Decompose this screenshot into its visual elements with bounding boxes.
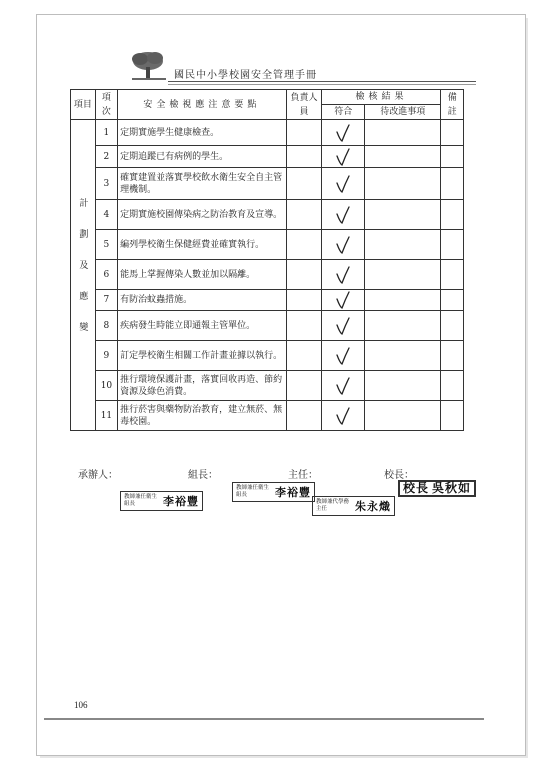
table-row	[71, 371, 464, 401]
row-number: 4	[95, 200, 117, 230]
row-note	[441, 341, 464, 371]
stamp-title: 教師兼任衛生組長	[236, 485, 270, 498]
row-note	[441, 290, 464, 311]
stamp-title: 校長	[403, 481, 430, 495]
check-mark-icon	[334, 290, 352, 310]
tree-logo-icon	[128, 48, 172, 82]
header-responsible: 負責人員	[286, 90, 322, 120]
check-mark-icon	[334, 205, 352, 225]
row-fix	[365, 168, 441, 200]
safety-checklist-table	[70, 89, 464, 431]
running-header	[128, 48, 478, 86]
row-responsible	[286, 401, 322, 431]
stamp-name: 李裕豐	[163, 494, 199, 508]
row-note	[441, 200, 464, 230]
row-ok	[322, 120, 365, 146]
row-number: 8	[95, 311, 117, 341]
header-result: 檢核結果	[322, 90, 441, 105]
row-fix	[365, 401, 441, 431]
row-note	[441, 371, 464, 401]
row-note	[441, 146, 464, 168]
header-fix: 待改進事項	[365, 105, 441, 120]
row-ok	[322, 168, 365, 200]
stamp-name: 吳秋如	[432, 481, 472, 495]
table-row	[71, 290, 464, 311]
row-number: 11	[95, 401, 117, 431]
header-rule	[168, 81, 476, 82]
row-ok	[322, 230, 365, 260]
stamp-title: 教師兼任衛生組長	[124, 494, 158, 507]
footer-rule	[44, 718, 484, 720]
row-number: 7	[95, 290, 117, 311]
row-fix	[365, 260, 441, 290]
header-rule-thin	[168, 84, 476, 85]
row-description: 推行環境保護計畫，落實回收再造、節約資源及綠色消費。	[118, 371, 286, 401]
table-row	[71, 401, 464, 431]
handler-label: 承辦人：	[78, 470, 118, 481]
group-leader-stamp	[232, 482, 315, 502]
check-mark-icon	[334, 406, 352, 426]
stamp-name: 李裕豐	[275, 485, 311, 499]
director-stamp	[312, 496, 395, 516]
row-number: 2	[95, 146, 117, 168]
table-row	[71, 311, 464, 341]
row-fix	[365, 146, 441, 168]
row-ok	[322, 311, 365, 341]
category-cell: 計劃及應變	[71, 120, 96, 431]
row-note	[441, 311, 464, 341]
row-number: 9	[95, 341, 117, 371]
row-number: 1	[95, 120, 117, 146]
row-note	[441, 230, 464, 260]
header-note: 備註	[441, 90, 464, 120]
stamp-name: 朱永熾	[355, 499, 391, 513]
header-no: 項次	[95, 90, 117, 120]
row-ok	[322, 260, 365, 290]
row-fix	[365, 341, 441, 371]
row-ok	[322, 290, 365, 311]
header-description: 安全檢視應注意要點	[118, 90, 286, 120]
row-fix	[365, 120, 441, 146]
row-description: 確實建置並落實學校飲水衛生安全自主管理機制。	[118, 168, 286, 200]
table-row	[71, 168, 464, 200]
row-responsible	[286, 311, 322, 341]
table-row	[71, 260, 464, 290]
table-row	[71, 341, 464, 371]
row-description: 能馬上掌握傳染人數並加以隔離。	[118, 260, 286, 290]
check-mark-icon	[334, 346, 352, 366]
check-mark-icon	[334, 376, 352, 396]
row-note	[441, 401, 464, 431]
page-number: 106	[74, 700, 88, 710]
row-fix	[365, 290, 441, 311]
row-note	[441, 168, 464, 200]
stamp-title: 教師兼代學務主任	[316, 499, 350, 512]
row-ok	[322, 371, 365, 401]
row-fix	[365, 200, 441, 230]
row-responsible	[286, 168, 322, 200]
row-responsible	[286, 260, 322, 290]
header-ok: 符合	[322, 105, 365, 120]
row-description: 編列學校衛生保健經費並確實執行。	[118, 230, 286, 260]
check-mark-icon	[334, 316, 352, 336]
row-responsible	[286, 290, 322, 311]
row-number: 6	[95, 260, 117, 290]
row-note	[441, 260, 464, 290]
check-mark-icon	[334, 265, 352, 285]
principal-stamp	[398, 480, 476, 497]
director-label: 主任：	[288, 470, 318, 481]
row-description: 有防治蚊蟲措施。	[118, 290, 286, 311]
check-mark-icon	[334, 174, 352, 194]
handler-stamp	[120, 491, 203, 511]
row-responsible	[286, 200, 322, 230]
row-note	[441, 120, 464, 146]
row-number: 3	[95, 168, 117, 200]
table-row	[71, 120, 464, 146]
header-item: 項目	[71, 90, 96, 120]
row-ok	[322, 401, 365, 431]
row-number: 10	[95, 371, 117, 401]
row-description: 定期實施學生健康檢查。	[118, 120, 286, 146]
row-description: 訂定學校衛生相關工作計畫並據以執行。	[118, 341, 286, 371]
row-responsible	[286, 120, 322, 146]
row-responsible	[286, 146, 322, 168]
row-responsible	[286, 371, 322, 401]
group-leader-label: 組長：	[188, 470, 218, 481]
check-mark-icon	[334, 235, 352, 255]
row-responsible	[286, 341, 322, 371]
row-fix	[365, 230, 441, 260]
row-fix	[365, 371, 441, 401]
check-mark-icon	[334, 147, 352, 167]
table-row	[71, 200, 464, 230]
row-ok	[322, 146, 365, 168]
row-fix	[365, 311, 441, 341]
principal-label: 校長：	[384, 470, 414, 481]
row-description: 定期實施校園傳染病之防治教育及宣導。	[118, 200, 286, 230]
check-mark-icon	[334, 123, 352, 143]
row-description: 推行菸害與藥物防治教育，建立無菸、無毒校園。	[118, 401, 286, 431]
row-number: 5	[95, 230, 117, 260]
row-description: 疾病發生時能立即通報主管單位。	[118, 311, 286, 341]
row-ok	[322, 341, 365, 371]
header-title: 國民中小學校園安全管理手冊	[174, 70, 317, 81]
row-description: 定期追蹤已有病例的學生。	[118, 146, 286, 168]
table-row	[71, 230, 464, 260]
row-ok	[322, 200, 365, 230]
table-row	[71, 146, 464, 168]
row-responsible	[286, 230, 322, 260]
